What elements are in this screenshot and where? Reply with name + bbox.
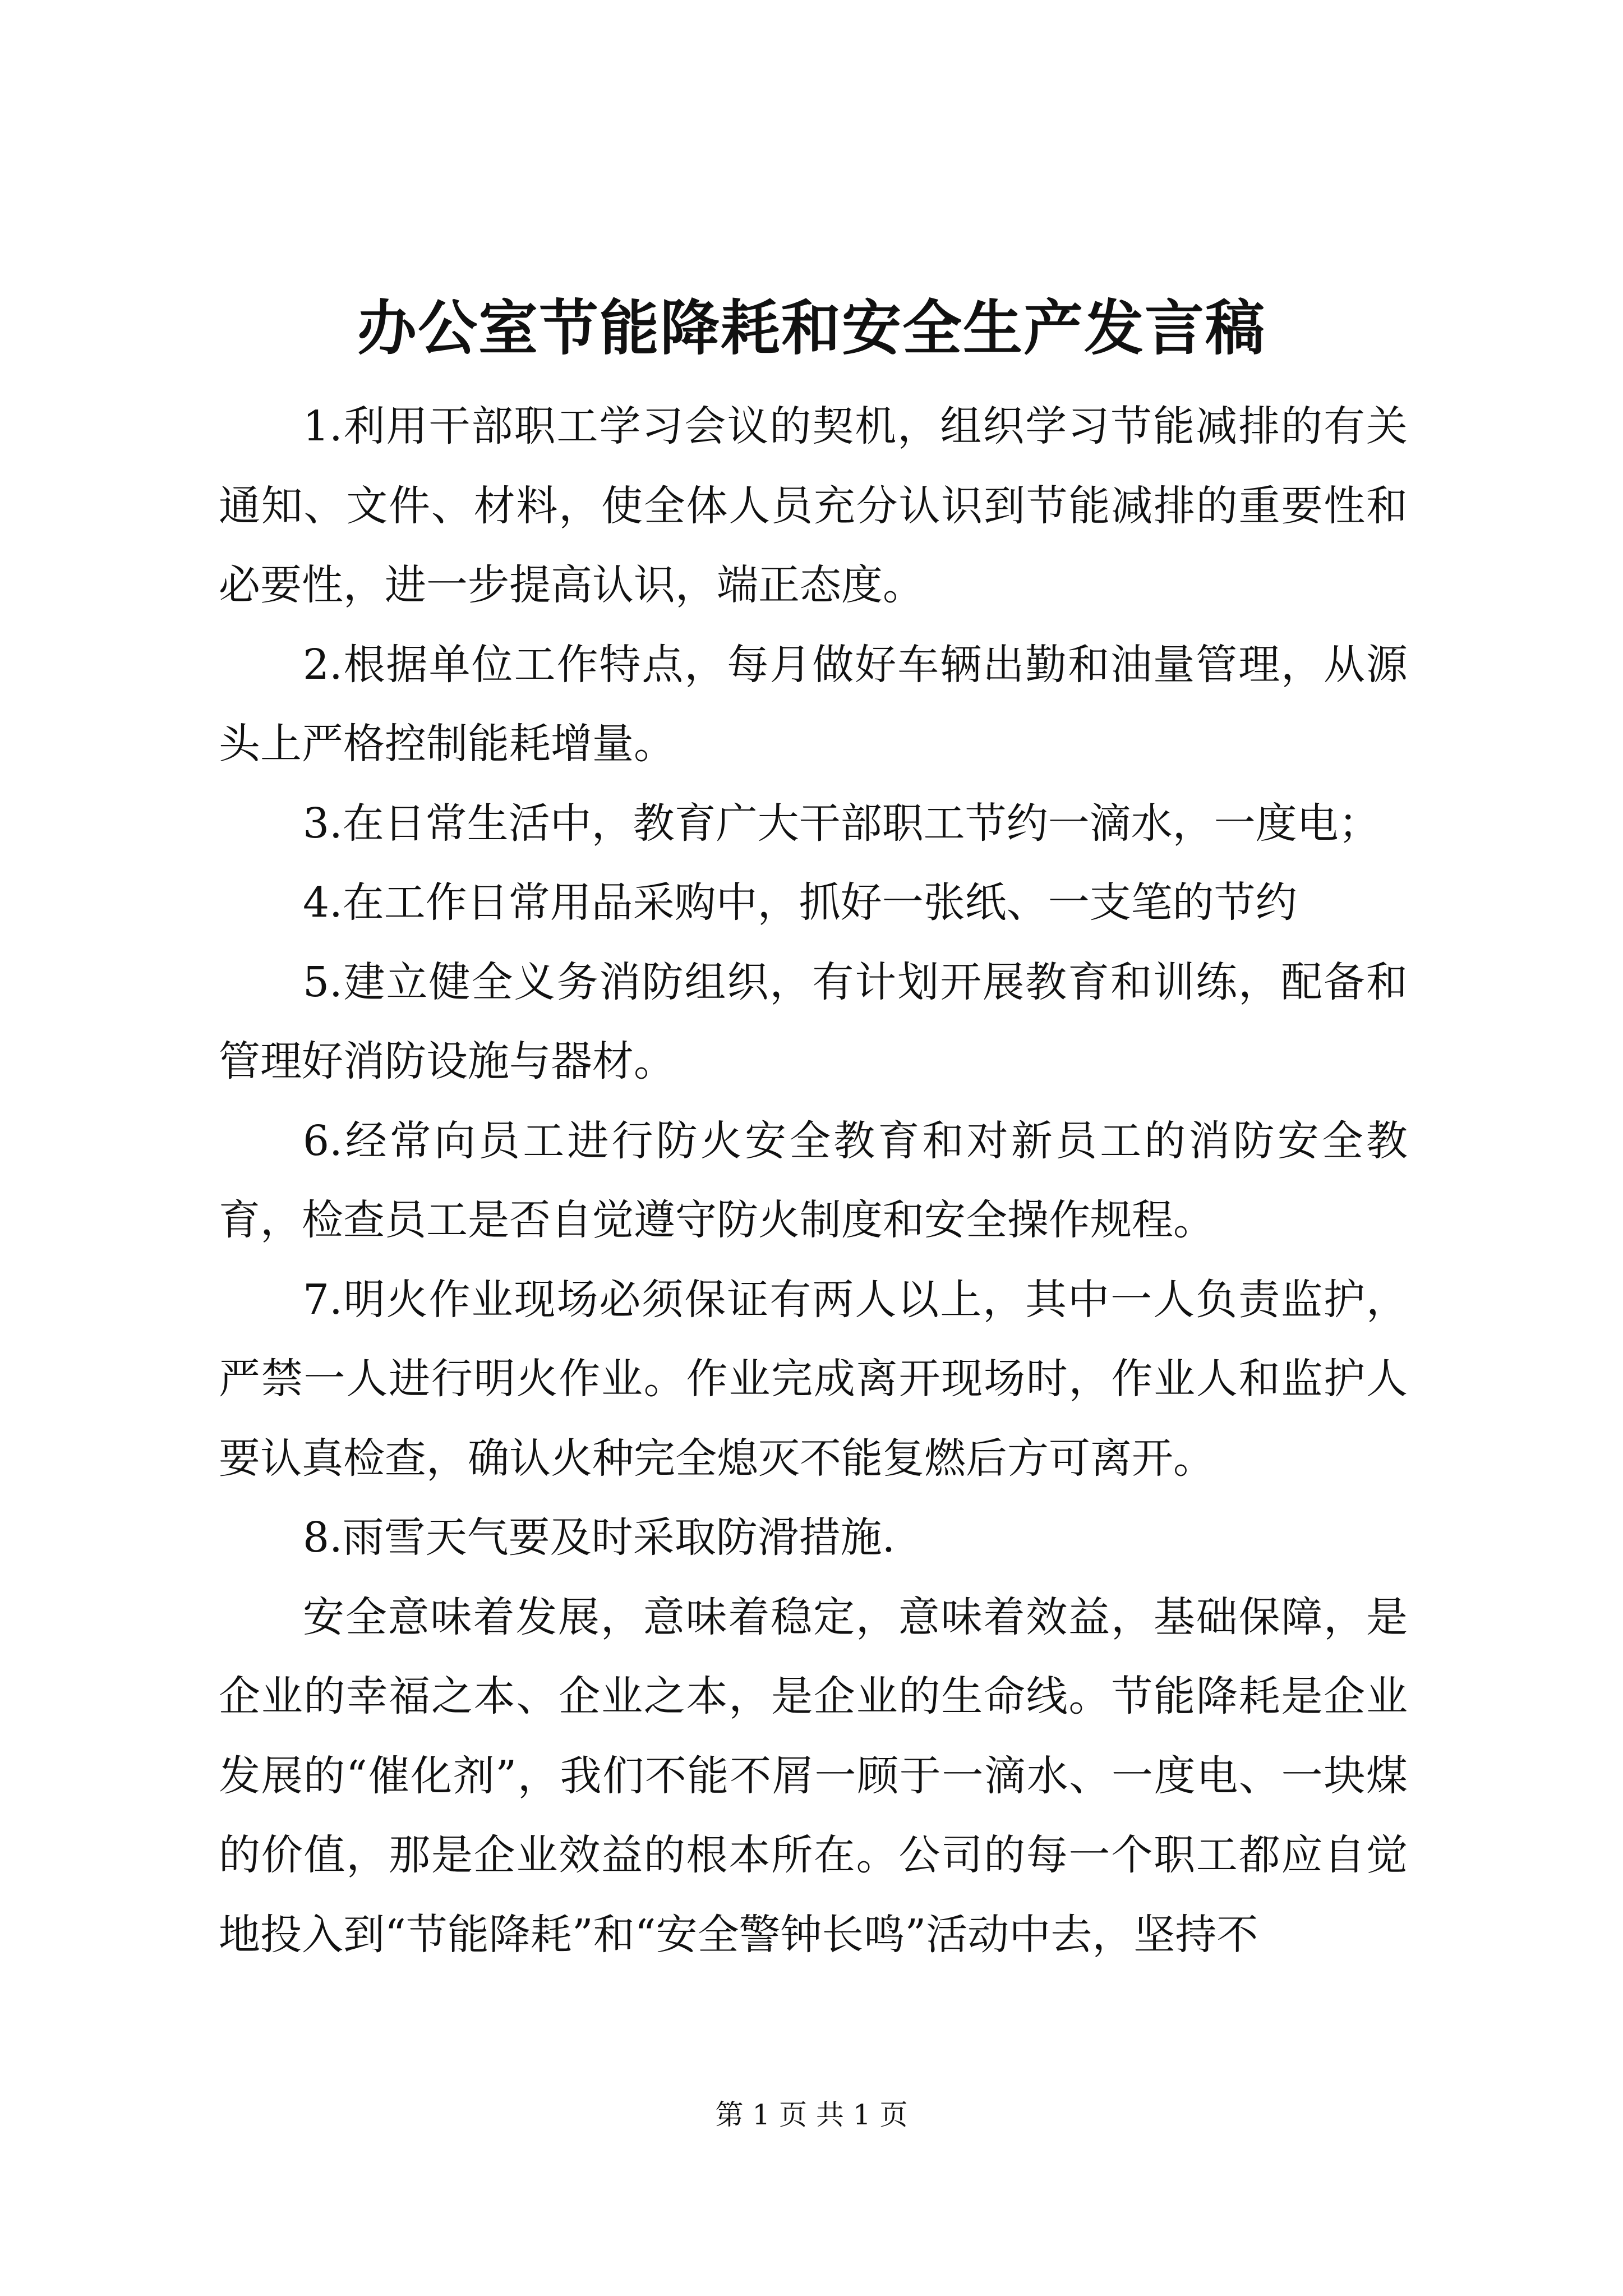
paragraph-8: 8.雨雪天气要及时采取防滑措施. [303, 1513, 896, 1562]
paragraph-3: 3.在日常生活中，教育广大干部职工节约一滴水，一度电； [303, 799, 1380, 848]
paragraph-7: 7.明火作业现场必须保证有两人以上，其中一人负责监护，严禁一人进行明火作业。作业完成离开现场时，作业人和监护人要认真检查，确认火种完全熄灭不能复燃后方可离开。 [219, 1275, 1408, 1483]
page-footer: 第 1 页 共 1 页 [715, 2099, 908, 2131]
paragraph-5: 5.建立健全义务消防组织，有计划开展教育和训练，配备和管理好消防设施与器材。 [219, 958, 1408, 1085]
paragraph-6: 6.经常向员工进行防火安全教育和对新员工的消防安全教育，检查员工是否自觉遵守防火制度和安全操作规程。 [219, 1116, 1408, 1244]
document-title: 办公室节能降耗和安全生产发言稿 [357, 293, 1266, 363]
paragraph-9: 安全意味着发展，意味着稳定，意味着效益，基础保障，是企业的幸福之本、企业之本，是企业的生命线。节能降耗是企业发展的“催化剂”，我们不能不屑一顾于一滴水、一度电、一块煤的价值，那是企业效益的根本所在。公司的每一个职工都应自觉地投入到“节能降耗”和“安全警钟长鸣”活动中去，坚持不 [219, 1593, 1408, 1959]
paragraph-2: 2.根据单位工作特点，每月做好车辆出勤和油量管理，从源头上严格控制能耗增量。 [219, 640, 1408, 768]
paragraph-4: 4.在工作日常用品采购中，抓好一张纸、一支笔的节约 [303, 878, 1297, 927]
document-body [219, 387, 1408, 1975]
paragraph-1: 1.利用干部职工学习会议的契机，组织学习节能减排的有关通知、文件、材料，使全体人员充分认识到节能减排的重要性和必要性，进一步提高认识，端正态度。 [219, 402, 1408, 609]
